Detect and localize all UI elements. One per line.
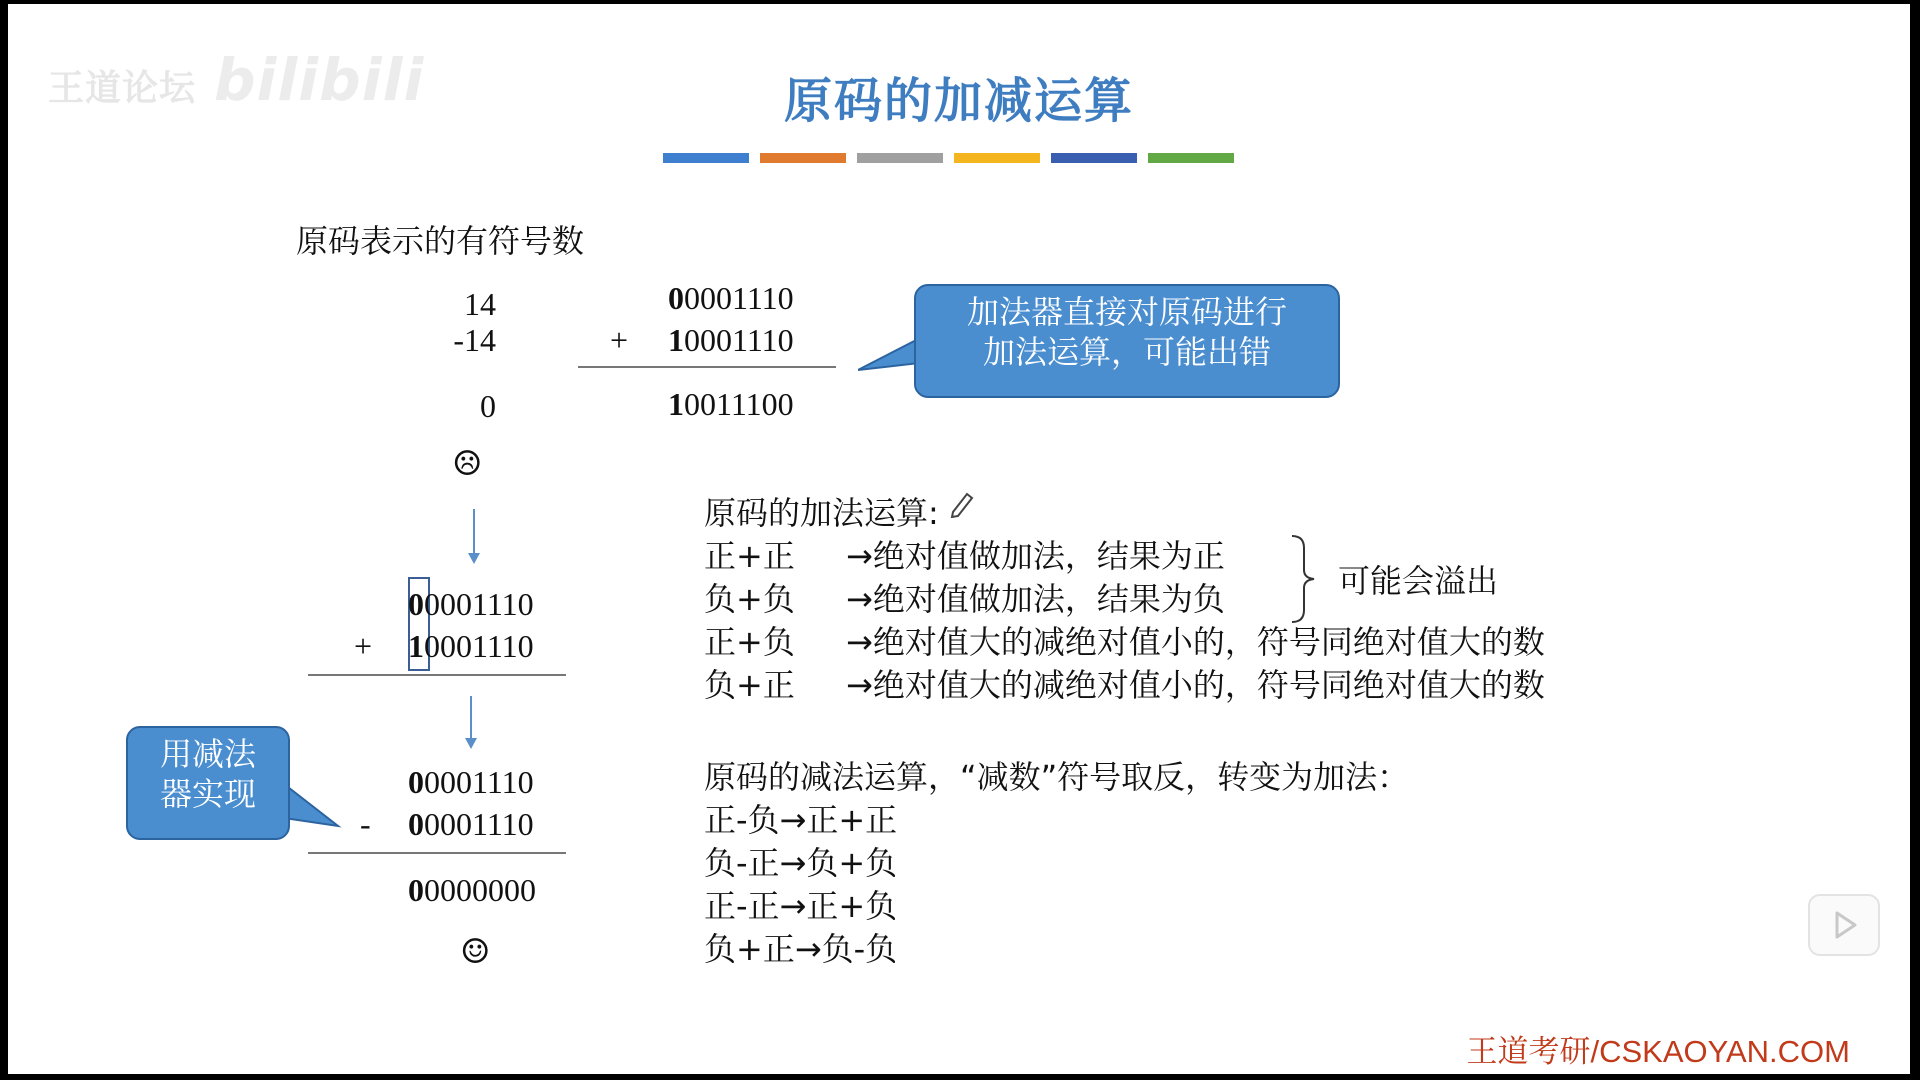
- rule-row-case: 正+负: [704, 623, 795, 661]
- pencil-icon: [949, 488, 975, 518]
- color-bar-segment: [954, 153, 1040, 163]
- down-arrow-icon: [468, 553, 480, 564]
- play-button[interactable]: [1808, 894, 1880, 956]
- binary-operand-1: [408, 764, 534, 801]
- binary-result: [668, 386, 794, 423]
- sign-bit: 1: [668, 322, 684, 358]
- magnitude-bits: 0001110: [424, 586, 534, 622]
- addition-heading: [704, 488, 975, 534]
- subtraction-rule: 负+正→负-负: [704, 930, 898, 968]
- binary-operand-1: [668, 280, 794, 317]
- rule-row-case: 负+正: [704, 666, 795, 704]
- overflow-note: 可能会溢出: [1338, 562, 1499, 600]
- sign-bit: 0: [408, 586, 424, 622]
- footer-brand: 王道考研/CSKAOYAN.COM: [1466, 1034, 1850, 1069]
- down-arrow-icon: [465, 738, 477, 749]
- play-icon: [1810, 896, 1878, 954]
- sign-bit: 1: [408, 628, 424, 664]
- rule-row-text: →绝对值做加法，结果为负: [846, 580, 1225, 618]
- color-bar-segment: [1051, 153, 1137, 163]
- rule-row-case: 负+负: [704, 580, 795, 618]
- rule-row-text: →绝对值做加法，结果为正: [846, 537, 1225, 575]
- decimal-value-1: 14: [464, 286, 496, 322]
- magnitude-bits: 0000000: [424, 872, 536, 908]
- callout-line: 加法器直接对原码进行: [966, 293, 1287, 331]
- color-bar-segment: [1148, 153, 1234, 163]
- callout-pointer: [284, 784, 344, 834]
- smile-face-icon: ☺: [460, 932, 491, 972]
- rule-row-text: →绝对值大的减绝对值小的，符号同绝对值大的数: [846, 623, 1545, 661]
- color-bar-segment: [760, 153, 846, 163]
- addition-heading-text: 原码的加法运算:: [704, 494, 939, 532]
- adder-callout: [914, 284, 1340, 398]
- bilibili-logo: bilibili: [214, 46, 425, 114]
- subtraction-rule: 正-负→正+正: [704, 801, 898, 839]
- down-arrow-line: [473, 509, 475, 555]
- difference-line: [308, 852, 566, 854]
- decimal-value-2: -14: [453, 322, 496, 358]
- sum-line: [578, 366, 836, 368]
- plus-sign: +: [354, 628, 373, 664]
- down-arrow-line: [470, 696, 472, 740]
- magnitude-bits: 0001110: [684, 280, 794, 316]
- rule-row-text: →绝对值大的减绝对值小的，符号同绝对值大的数: [846, 666, 1545, 704]
- callout-line: 加法运算，可能出错: [982, 333, 1271, 371]
- decimal-result: 0: [480, 388, 496, 424]
- magnitude-bits: 0001110: [684, 322, 794, 358]
- magnitude-bits: 0001110: [424, 628, 534, 664]
- slide: [8, 4, 1910, 1074]
- subtraction-rule: 正-正→正+负: [704, 887, 898, 925]
- magnitude-bits: 0001110: [424, 764, 534, 800]
- callout-line: 用减法: [159, 735, 256, 773]
- subtractor-callout: [126, 726, 290, 840]
- sign-bit: 0: [408, 806, 424, 842]
- binary-result: [408, 872, 536, 909]
- color-bar-segment: [663, 153, 749, 163]
- right-brace-icon: [1290, 534, 1320, 624]
- binary-operand-2: [408, 628, 534, 665]
- watermark-text: 王道论坛: [48, 68, 197, 109]
- callout-line: 器实现: [159, 775, 256, 813]
- sign-bit: 1: [668, 386, 684, 422]
- sign-bit: 0: [668, 280, 684, 316]
- subtraction-heading: 原码的减法运算，“减数”符号取反，转变为加法：: [704, 758, 1410, 796]
- magnitude-bits: 0001110: [424, 806, 534, 842]
- subtraction-rule: 负-正→负+负: [704, 844, 898, 882]
- magnitude-bits: 0011100: [684, 386, 794, 422]
- binary-operand-2: [668, 322, 794, 359]
- section-heading: 原码表示的有符号数: [296, 222, 585, 260]
- minus-sign: -: [360, 806, 371, 842]
- sign-bit: 0: [408, 764, 424, 800]
- binary-operand-2: [408, 806, 534, 843]
- color-bar: [663, 148, 1245, 160]
- binary-operand-1: [408, 586, 534, 623]
- rule-row-case: 正+正: [704, 537, 795, 575]
- plus-sign: +: [610, 322, 629, 358]
- sad-face-icon: ☹: [452, 444, 483, 484]
- color-bar-segment: [857, 153, 943, 163]
- sum-line: [308, 674, 566, 676]
- slide-title: 原码的加减运算: [783, 73, 1134, 129]
- sign-bit: 0: [408, 872, 424, 908]
